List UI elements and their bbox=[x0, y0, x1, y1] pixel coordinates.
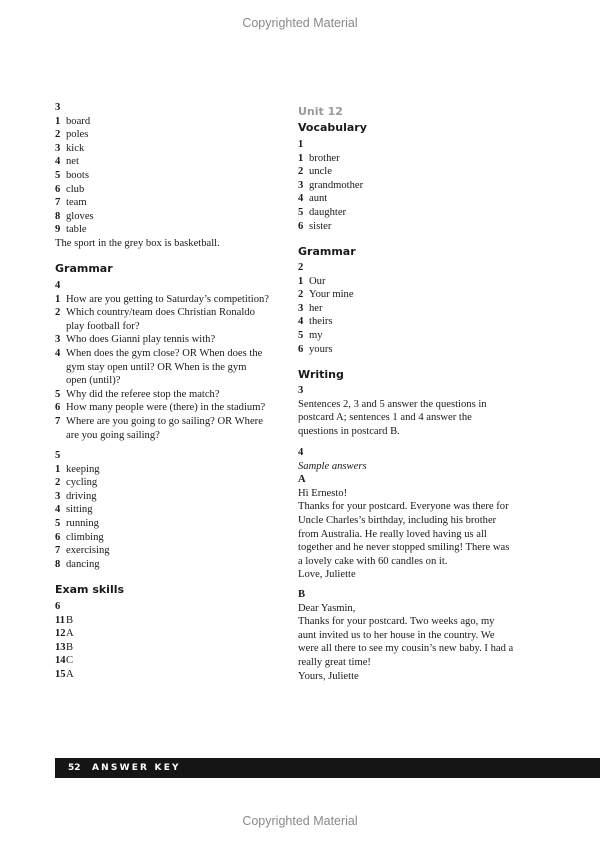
right-exercise-4 bbox=[298, 446, 509, 582]
item-line bbox=[55, 306, 269, 320]
left-exercise-5 bbox=[55, 449, 110, 571]
list-item bbox=[55, 490, 110, 504]
watermark-bottom: Copyrighted Material bbox=[242, 814, 358, 828]
item-line bbox=[55, 476, 110, 490]
item-text: gloves bbox=[66, 210, 94, 222]
item-text: boots bbox=[66, 169, 89, 181]
list-item bbox=[55, 544, 110, 558]
list-item bbox=[55, 169, 220, 183]
list-item bbox=[55, 142, 220, 156]
item-number: 3 bbox=[55, 142, 61, 154]
list-item bbox=[298, 152, 363, 166]
item-text: my bbox=[309, 329, 323, 341]
item-text: cycling bbox=[66, 477, 98, 489]
answer-a-label: A bbox=[298, 474, 306, 486]
item-text: open (until)? bbox=[66, 375, 121, 387]
item-line bbox=[55, 517, 110, 531]
exercise-number: 6 bbox=[55, 601, 61, 612]
postcard-a-line: a lovely cake with 60 candles on it. bbox=[298, 555, 448, 567]
postcard-b-line: aunt invited us to her house in the country. We bbox=[298, 629, 495, 641]
item-number: 7 bbox=[55, 545, 61, 557]
item-line bbox=[55, 490, 110, 504]
item-text: keeping bbox=[66, 463, 100, 475]
postcard-b-line: Thanks for your postcard. Two weeks ago, my bbox=[298, 616, 495, 628]
item-text: How are you getting to Saturday’s competition? bbox=[66, 293, 270, 305]
item-line bbox=[55, 196, 220, 210]
list-item bbox=[298, 343, 354, 357]
exercise-number: 1 bbox=[298, 139, 304, 150]
item-line bbox=[55, 668, 74, 682]
item-text: play football for? bbox=[66, 320, 140, 332]
item-text: theirs bbox=[309, 316, 333, 328]
postcard-a-line: Love, Juliette bbox=[298, 569, 356, 581]
item-text: B bbox=[66, 641, 74, 653]
text-line: Sentences 2, 3 and 5 answer the questions in bbox=[298, 398, 487, 410]
item-number: 4 bbox=[298, 193, 304, 205]
item-line bbox=[55, 388, 269, 402]
writing-heading: Writing bbox=[298, 368, 344, 381]
exercise-number: 3 bbox=[55, 102, 61, 113]
item-text: A bbox=[66, 628, 74, 640]
item-text: kick bbox=[66, 142, 85, 154]
item-line bbox=[55, 544, 110, 558]
item-line bbox=[55, 210, 220, 224]
list-item bbox=[298, 329, 354, 343]
item-number: 6 bbox=[298, 343, 304, 355]
item-line bbox=[55, 128, 220, 142]
item-number: 4 bbox=[298, 316, 304, 328]
item-text: When does the gym close? OR When does the bbox=[66, 347, 263, 359]
item-number: 1 bbox=[55, 463, 61, 475]
list-item bbox=[55, 415, 269, 442]
item-text: How many people were (there) in the stadium? bbox=[66, 402, 266, 414]
item-text: yours bbox=[309, 343, 333, 355]
item-text: grandmother bbox=[309, 179, 364, 191]
item-text: Who does Gianni play tennis with? bbox=[66, 334, 216, 346]
item-text: net bbox=[66, 156, 79, 168]
left-exercise-4 bbox=[55, 279, 269, 442]
list-item bbox=[55, 654, 74, 668]
item-line bbox=[55, 223, 220, 237]
item-line bbox=[55, 614, 74, 628]
vocabulary-heading: Vocabulary bbox=[298, 121, 367, 134]
item-text: Your mine bbox=[309, 289, 354, 301]
item-text: driving bbox=[66, 490, 97, 502]
item-number: 4 bbox=[55, 347, 61, 359]
list-item bbox=[55, 531, 110, 545]
item-line bbox=[298, 220, 363, 234]
item-number: 15 bbox=[55, 668, 66, 680]
list-item bbox=[55, 155, 220, 169]
item-line bbox=[55, 463, 110, 477]
exercise-number: 3 bbox=[298, 385, 304, 396]
left-exercise-6 bbox=[55, 600, 74, 682]
item-text: B bbox=[66, 614, 74, 626]
list-item bbox=[55, 614, 74, 628]
item-text: board bbox=[66, 115, 91, 127]
item-text: club bbox=[66, 183, 85, 195]
item-number: 7 bbox=[55, 197, 61, 209]
item-line bbox=[298, 315, 354, 329]
list-item bbox=[55, 503, 110, 517]
item-number: 14 bbox=[55, 655, 66, 667]
item-line bbox=[55, 558, 110, 572]
exercise-number: 2 bbox=[298, 262, 304, 273]
postcard-a-line: together and he never stopped smiling! There was bbox=[298, 542, 510, 554]
item-number: 9 bbox=[55, 224, 61, 236]
item-text: table bbox=[66, 224, 87, 236]
text-line: postcard A; sentences 1 and 4 answer the bbox=[298, 412, 472, 424]
item-line bbox=[55, 361, 269, 375]
item-number: 2 bbox=[55, 129, 61, 141]
item-number: 2 bbox=[55, 307, 61, 319]
list-item bbox=[55, 223, 220, 237]
item-number: 2 bbox=[55, 477, 61, 489]
item-number: 3 bbox=[298, 179, 304, 191]
item-text: running bbox=[66, 517, 99, 529]
item-text: sitting bbox=[66, 504, 93, 516]
item-text: climbing bbox=[66, 531, 104, 543]
item-line bbox=[55, 142, 220, 156]
item-number: 4 bbox=[55, 156, 61, 168]
exercise-number: 4 bbox=[298, 447, 304, 458]
text-line: questions in postcard B. bbox=[298, 425, 400, 437]
list-item bbox=[298, 288, 354, 302]
unit-title: Unit 12 bbox=[298, 105, 343, 118]
item-text: aunt bbox=[309, 193, 328, 205]
item-text: C bbox=[66, 655, 74, 667]
list-item bbox=[55, 293, 269, 307]
list-item bbox=[298, 315, 354, 329]
list-item bbox=[55, 347, 269, 388]
list-item bbox=[55, 463, 110, 477]
item-number: 1 bbox=[298, 152, 304, 164]
item-text: brother bbox=[309, 152, 340, 164]
item-text: sister bbox=[309, 220, 332, 232]
exercise-note: The sport in the grey box is basketball. bbox=[55, 237, 220, 249]
postcard-b-line: Yours, Juliette bbox=[298, 670, 359, 682]
item-text: poles bbox=[66, 129, 89, 141]
list-item bbox=[55, 196, 220, 210]
left-exercise-3 bbox=[55, 101, 220, 251]
list-item bbox=[298, 206, 363, 220]
sample-answers-label: Sample answers bbox=[298, 460, 367, 472]
item-line bbox=[298, 329, 354, 343]
item-text: A bbox=[66, 668, 74, 680]
list-item bbox=[55, 115, 220, 129]
item-number: 6 bbox=[55, 531, 61, 543]
item-line bbox=[55, 401, 269, 415]
footer-bar bbox=[55, 758, 600, 778]
item-number: 1 bbox=[55, 115, 61, 127]
item-line bbox=[55, 641, 74, 655]
item-text: uncle bbox=[309, 166, 332, 178]
item-line bbox=[298, 192, 363, 206]
item-number: 2 bbox=[298, 166, 304, 178]
item-text: Which country/team does Christian Ronaldo bbox=[66, 307, 255, 319]
postcard-b-line: Dear Yasmin, bbox=[298, 602, 356, 614]
item-line bbox=[55, 155, 220, 169]
list-item bbox=[55, 333, 269, 347]
item-line bbox=[55, 333, 269, 347]
list-item bbox=[55, 641, 74, 655]
item-text: team bbox=[66, 197, 87, 209]
item-number: 8 bbox=[55, 210, 61, 222]
item-line bbox=[55, 374, 269, 388]
postcard-b-line: really great time! bbox=[298, 656, 371, 668]
item-text: Where are you going to go sailing? OR Where bbox=[66, 415, 263, 427]
item-text: exercising bbox=[66, 545, 110, 557]
right-exercise-3 bbox=[298, 384, 487, 438]
postcard-a-line: Uncle Charles’s birthday, including his brother bbox=[298, 514, 497, 526]
item-line bbox=[55, 183, 220, 197]
item-number: 11 bbox=[55, 614, 66, 626]
postcard-a-line: Thanks for your postcard. Everyone was there for bbox=[298, 501, 509, 513]
item-line bbox=[55, 415, 269, 429]
item-number: 12 bbox=[55, 628, 66, 640]
item-text: her bbox=[309, 302, 323, 314]
item-number: 6 bbox=[55, 402, 61, 414]
item-line bbox=[55, 169, 220, 183]
item-line bbox=[298, 152, 363, 166]
item-line bbox=[55, 293, 269, 307]
list-item bbox=[298, 179, 363, 193]
right-exercise-1 bbox=[298, 138, 363, 233]
item-text: Why did the referee stop the match? bbox=[66, 388, 220, 400]
item-number: 5 bbox=[55, 517, 61, 529]
list-item bbox=[55, 558, 110, 572]
item-number: 1 bbox=[298, 275, 304, 287]
postcard-a-line: from Australia. He really loved having us all bbox=[298, 528, 487, 540]
exercise-number: 4 bbox=[55, 280, 61, 291]
list-item bbox=[55, 128, 220, 142]
item-line bbox=[55, 429, 269, 443]
right-exercise-4-b bbox=[298, 588, 513, 683]
list-item bbox=[55, 183, 220, 197]
answer-b-label: B bbox=[298, 589, 306, 600]
grammar-heading-right: Grammar bbox=[298, 245, 356, 258]
item-line bbox=[298, 302, 354, 316]
item-line bbox=[298, 165, 363, 179]
item-number: 5 bbox=[298, 206, 304, 218]
list-item bbox=[55, 388, 269, 402]
list-item bbox=[298, 220, 363, 234]
list-item bbox=[298, 165, 363, 179]
item-line bbox=[298, 179, 363, 193]
item-line bbox=[298, 275, 354, 289]
list-item bbox=[55, 627, 74, 641]
item-line bbox=[55, 320, 269, 334]
page-number: 52 bbox=[68, 763, 81, 773]
item-number: 2 bbox=[298, 289, 304, 301]
postcard-a-line: Hi Ernesto! bbox=[298, 487, 348, 499]
item-number: 5 bbox=[55, 169, 61, 181]
list-item bbox=[55, 476, 110, 490]
item-number: 7 bbox=[55, 415, 61, 427]
item-number: 6 bbox=[298, 220, 304, 232]
item-number: 3 bbox=[55, 334, 61, 346]
grammar-heading-left: Grammar bbox=[55, 262, 113, 275]
item-line bbox=[55, 654, 74, 668]
item-line bbox=[55, 503, 110, 517]
item-text: are you going sailing? bbox=[66, 429, 160, 441]
item-number: 4 bbox=[55, 504, 61, 516]
item-number: 8 bbox=[55, 558, 61, 570]
watermark-top: Copyrighted Material bbox=[242, 16, 358, 30]
exercise-number: 5 bbox=[55, 450, 61, 461]
item-number: 6 bbox=[55, 183, 61, 195]
item-line bbox=[298, 206, 363, 220]
item-line bbox=[298, 343, 354, 357]
item-line bbox=[55, 531, 110, 545]
list-item bbox=[298, 275, 354, 289]
postcard-b-line: were all there to see my cousin’s new baby. I had a bbox=[298, 643, 514, 655]
item-line bbox=[55, 115, 220, 129]
exam-skills-heading: Exam skills bbox=[55, 583, 125, 596]
item-number: 3 bbox=[298, 302, 304, 314]
list-item bbox=[55, 401, 269, 415]
item-number: 13 bbox=[55, 641, 66, 653]
item-number: 5 bbox=[298, 329, 304, 341]
item-line bbox=[298, 288, 354, 302]
item-text: dancing bbox=[66, 558, 100, 570]
item-text: Our bbox=[309, 275, 326, 287]
item-number: 3 bbox=[55, 490, 61, 502]
item-number: 1 bbox=[55, 293, 61, 305]
item-text: daughter bbox=[309, 206, 347, 218]
list-item bbox=[55, 668, 74, 682]
item-line bbox=[55, 627, 74, 641]
list-item bbox=[55, 517, 110, 531]
list-item bbox=[298, 302, 354, 316]
item-line bbox=[55, 347, 269, 361]
list-item bbox=[55, 306, 269, 333]
item-number: 5 bbox=[55, 388, 61, 400]
footer-label: ANSWER KEY bbox=[92, 763, 181, 773]
item-text: gym stay open until? OR When is the gym bbox=[66, 361, 247, 373]
right-exercise-2 bbox=[298, 261, 354, 356]
list-item bbox=[55, 210, 220, 224]
list-item bbox=[298, 192, 363, 206]
